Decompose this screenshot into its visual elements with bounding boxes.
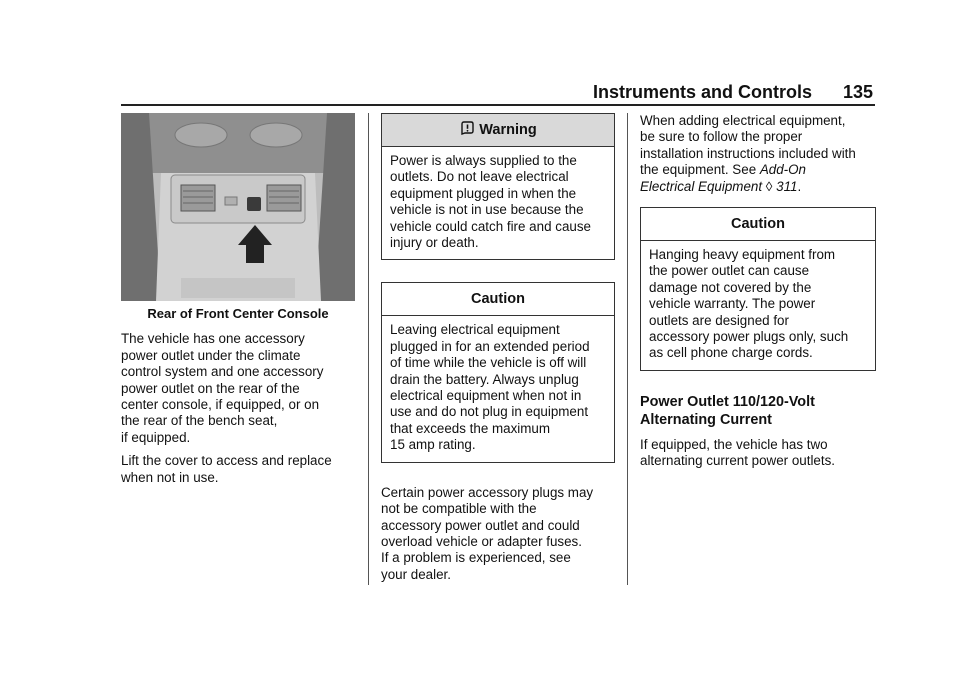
warning-header [382, 114, 614, 147]
figure-caption: Rear of Front Center Console [147, 306, 329, 321]
caution-body: Leaving electrical equipment plugged in for an extended period of time while the vehicle is off will drain the battery. Always unplug electrical equipment when not in use and do not plug in equipment that exceeds the maximum 15 amp rating. [390, 322, 590, 453]
caution-body: Hanging heavy equipment from the power outlet can cause damage not covered by the vehicle warranty. The power outlets are designed for accessory power plugs only, such as cell phone charge cords. [649, 247, 849, 361]
outlet-intro-paragraph: The vehicle has one accessory power outlet under the climate control system and one accessory power outlet on the rear of the center console, if equipped, or on the rear of the bench seat, if equipped. [121, 331, 324, 445]
header-rule [121, 104, 875, 106]
column-3 [640, 113, 876, 477]
page-ref-symbol: ◊ [765, 178, 773, 194]
column-2 [381, 113, 615, 590]
ac-outlet-paragraph: If equipped, the vehicle has two alternating current power outlets. [640, 436, 836, 469]
caution-box-heavy-equipment [640, 207, 876, 371]
caution-header: Caution [382, 283, 614, 316]
page-header [121, 82, 875, 104]
caution-header: Caution [641, 208, 875, 241]
compatibility-paragraph: Certain power accessory plugs may not be compatible with the accessory power outlet and could overload vehicle or adapter fuses. If a problem is experienced, see your dealer. [381, 484, 594, 582]
page-ref-number[interactable]: 311 [776, 178, 798, 194]
column-divider-2 [627, 113, 628, 585]
section-subheading: Power Outlet 110/120-Volt Alternating Current [640, 393, 815, 428]
warning-icon [459, 121, 475, 137]
warning-title: Warning [479, 122, 537, 138]
add-on-paragraph: When adding electrical equipment, be sure to follow the proper installation instructions included with the equipment. See Add-On Electrical Equipment ◊ 311. [640, 113, 856, 194]
column-divider-1 [368, 113, 369, 585]
cover-paragraph: Lift the cover to access and replace when not in use. [121, 453, 332, 485]
warning-box [381, 113, 615, 260]
caution-box-battery [381, 282, 615, 462]
section-title: Instruments and Controls [592, 82, 812, 102]
page-number: 135 [842, 82, 873, 102]
warning-body: Power is always supplied to the outlets. Do not leave electrical equipment plugged in when the vehicle is not in use because the vehicle could catch fire and cause injury or death. [390, 153, 591, 251]
add-on-equipment-link[interactable]: Add-On Electrical Equipment [640, 162, 807, 194]
column-1 [121, 113, 355, 493]
rear-console-photo [121, 113, 355, 301]
